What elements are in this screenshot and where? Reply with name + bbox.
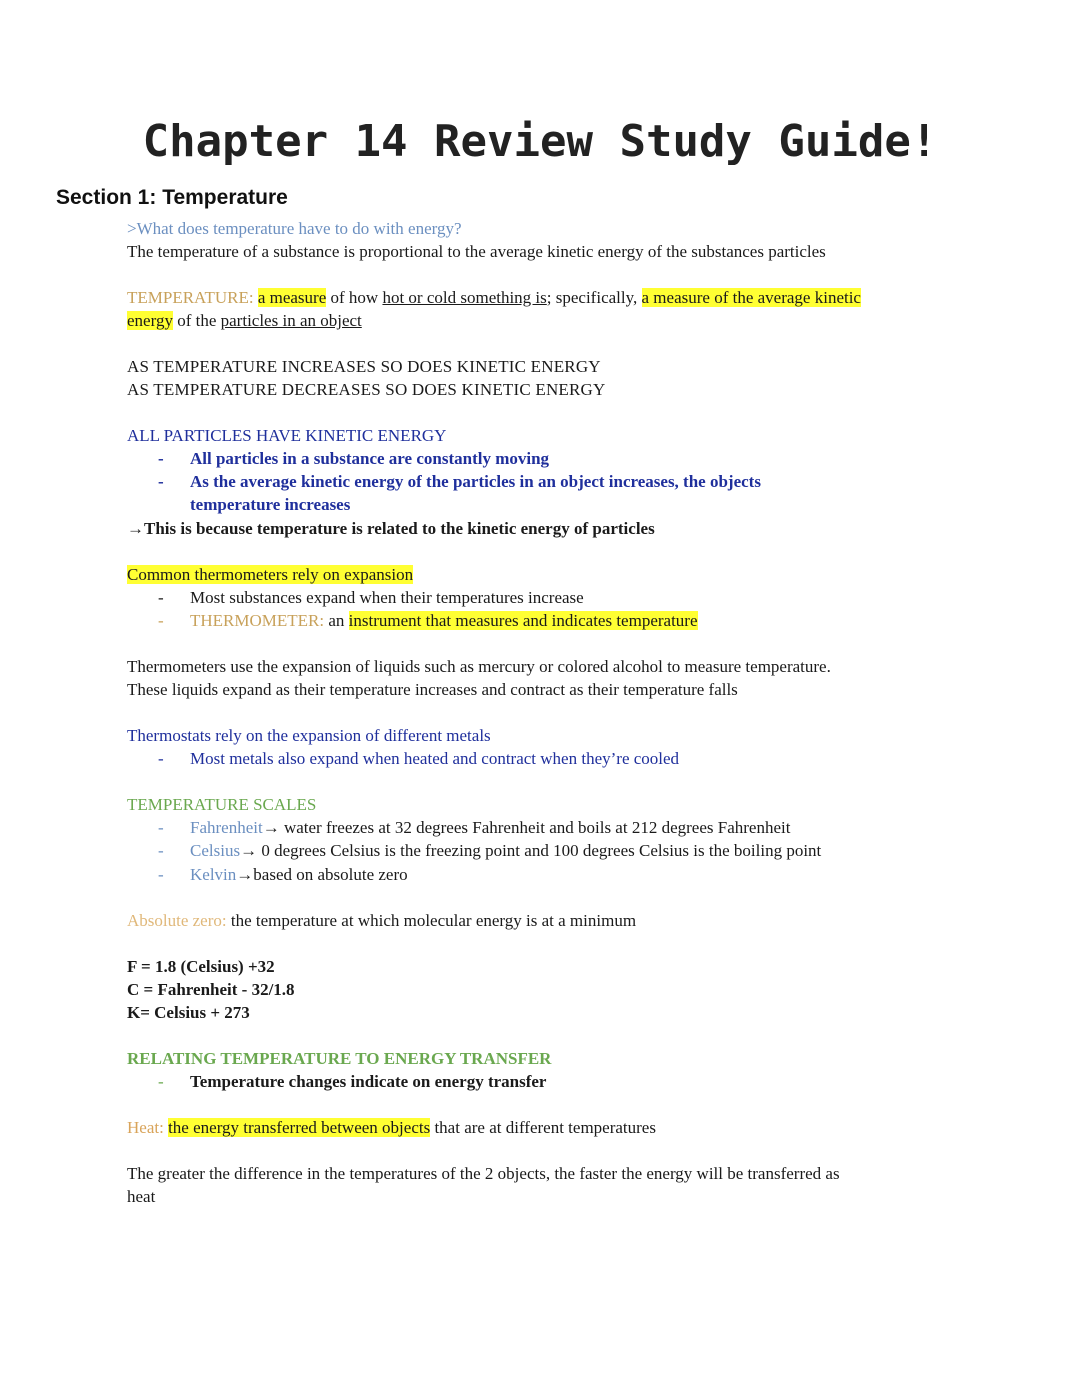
highlight: energy <box>127 311 173 330</box>
expansion-line-1: Thermometers use the expansion of liquids such as mercury or colored alcohol to measure temperature. <box>127 657 831 676</box>
caps-line-decrease: AS TEMPERATURE DECREASES SO DOES KINETIC ENERGY <box>127 380 606 399</box>
temperature-definition-line-1 <box>127 286 861 309</box>
closing-line-2: heat <box>127 1187 156 1206</box>
text: of the <box>172 311 221 330</box>
temperature-term: TEMPERATURE: <box>127 288 254 307</box>
expansion-line-2: These liquids expand as their temperature increases and contract as their temperature falls <box>127 680 738 699</box>
kinetic-bullet-2-cont: temperature increases <box>190 495 351 514</box>
formula-f: F = 1.8 (Celsius) +32 <box>127 957 275 976</box>
energy-transfer-heading: RELATING TEMPERATURE TO ENERGY TRANSFER <box>127 1049 552 1068</box>
thermometers-bullet-1: Most substances expand when their temperatures increase <box>190 588 584 607</box>
page-title: Chapter 14 Review Study Guide! <box>142 116 938 167</box>
bullet-dash: - <box>158 749 164 768</box>
absolute-zero-term: Absolute zero: <box>127 911 227 930</box>
underlined-text: particles in an object <box>220 311 362 330</box>
question-line: >What does temperature have to do with energy? <box>127 219 462 238</box>
text: ; specifically, <box>546 288 642 307</box>
scale-celsius <box>190 839 821 862</box>
underlined-text: hot or cold something is <box>382 288 547 307</box>
bullet-dash: - <box>158 611 164 630</box>
bullet-dash: - <box>158 588 164 607</box>
bullet-dash: - <box>158 818 164 837</box>
scale-name: Fahrenheit <box>190 818 263 837</box>
answer-line: The temperature of a substance is proportional to the average kinetic energy of the substances particles <box>127 242 826 261</box>
thermostats-heading: Thermostats rely on the expansion of different metals <box>127 726 491 745</box>
heat-term: Heat: <box>127 1118 164 1137</box>
kinetic-bullet-2: As the average kinetic energy of the particles in an object increases, the objects <box>190 472 761 491</box>
heat-definition <box>127 1116 656 1139</box>
scale-text: →based on absolute zero <box>236 865 408 884</box>
scale-name: Kelvin <box>190 865 237 884</box>
bullet-dash: - <box>158 841 164 860</box>
thermometer-term: THERMOMETER: <box>190 611 325 630</box>
formula-k: K= Celsius + 273 <box>127 1003 250 1022</box>
thermometers-heading <box>127 563 413 586</box>
formula-c: C = Fahrenheit - 32/1.8 <box>127 980 295 999</box>
bullet-dash: - <box>158 865 164 884</box>
highlight: a measure <box>257 288 327 307</box>
text: that are at different temperatures <box>430 1118 656 1137</box>
thermometer-definition <box>190 609 698 632</box>
highlight: Common thermometers rely on expansion <box>127 565 414 584</box>
kinetic-bullet-1: All particles in a substance are constantly moving <box>190 449 550 468</box>
caps-line-increase: AS TEMPERATURE INCREASES SO DOES KINETIC ENERGY <box>127 357 601 376</box>
text: the temperature at which molecular energy is at a minimum <box>226 911 637 930</box>
energy-transfer-bullet: Temperature changes indicate on energy transfer <box>190 1072 547 1091</box>
highlight: the energy transferred between objects <box>168 1118 431 1137</box>
scale-kelvin <box>190 863 408 886</box>
absolute-zero-definition <box>127 909 636 932</box>
kinetic-conclusion: →This is because temperature is related to the kinetic energy of particles <box>127 519 655 538</box>
bullet-dash: - <box>158 1072 164 1091</box>
closing-line-1: The greater the difference in the temperatures of the 2 objects, the faster the energy will be transferred as <box>127 1164 840 1183</box>
scale-text: → water freezes at 32 degrees Fahrenheit and boils at 212 degrees Fahrenheit <box>262 818 791 837</box>
scales-heading: TEMPERATURE SCALES <box>127 795 317 814</box>
text: of how <box>326 288 383 307</box>
section-heading: Section 1: Temperature <box>56 186 288 209</box>
highlight: instrument that measures and indicates temperature <box>348 611 698 630</box>
bullet-dash: - <box>158 449 164 468</box>
scale-name: Celsius <box>190 841 241 860</box>
temperature-definition-line-2 <box>127 309 362 332</box>
scale-fahrenheit <box>190 816 790 839</box>
highlight: a measure of the average kinetic <box>641 288 861 307</box>
thermostats-bullet: Most metals also expand when heated and contract when they’re cooled <box>190 749 680 768</box>
text: an <box>324 611 349 630</box>
scale-text: → 0 degrees Celsius is the freezing point and 100 degrees Celsius is the boiling point <box>240 841 822 860</box>
kinetic-heading: ALL PARTICLES HAVE KINETIC ENERGY <box>127 426 447 445</box>
bullet-dash: - <box>158 472 164 491</box>
